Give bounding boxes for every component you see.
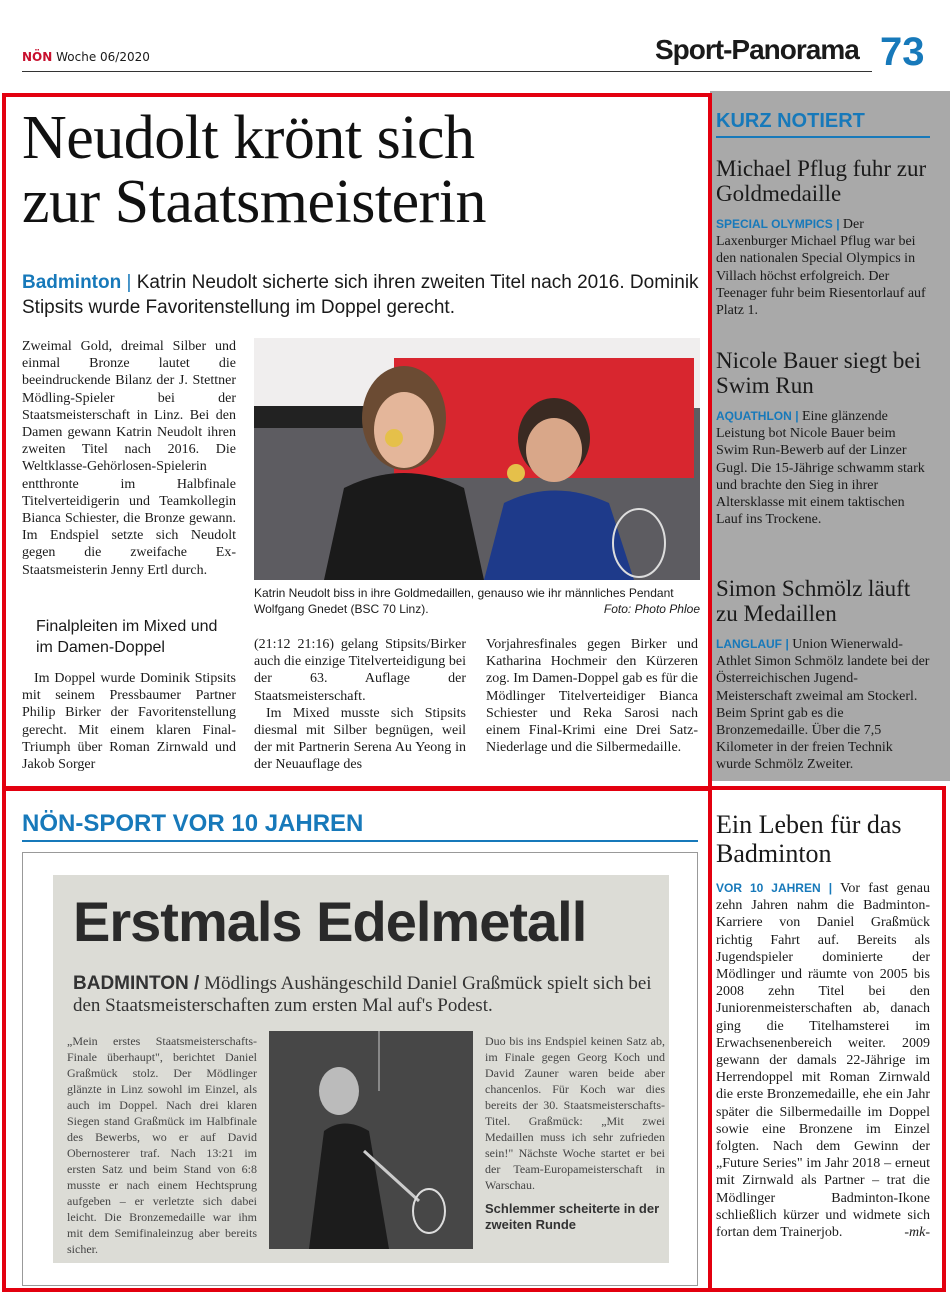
brief-3-title: Simon Schmölz läuft zu Medaillen [716,576,911,626]
section-title: Sport-Panorama [655,34,859,65]
clipping-column-1: „Mein erstes Staatsmeisterschafts-Finale überhaupt", berichtet Daniel Graßmück stolz. Der Mödlinger glänzte in Linz sowohl im Einzel, als auch im Doppel. Nach drei klaren Siegen stand Graßmück im Halbfinale des Bewerbs, wo er auf David Obernosterer traf. Nach 13:21 im ersten Satz und beim Stand von 6:8 musste er nach einem Hechtsprung aufgeben – er verletzte sich dabei leicht. Die Bronzemedaille war ihm mit dem Semifinaleinzug aber bereits sicher. [67,1034,257,1256]
portrait-tag: VOR 10 JAHREN [716,881,821,895]
brief-1-tag: SPECIAL OLYMPICS [716,217,833,231]
issue-label: Woche 06/2020 [56,50,150,64]
portrait-text: Vor fast genau zehn Jahren nahm die Badminton-Karriere von Daniel Graßmück richtig Fahrt auf. Bereits als Jugendspieler dominierte der Mödlinger und räumte von 2005 bis 2008 zehn Titel bei den Juniorenmeisterschaften ab, danach ging die Titelhamsterei im Erwachsenenbereich weiter. 2009 gewann der damals 22-Jährige im Herrendoppel mit Roman Zirnwald die erste Bronzemedaille, ehe ein Jahr später die Silbermedaille im Doppel sowie eine Bronzene im Einzel folgten. Nach dem Gewinn der „Future Series" im Jahr 2018 – erneut mit Zirnwald als Partner – trat die Mödlinger Badminton-Ikone schließlich kürzer und widmete sich fortan dem Trainerjob. [716,881,930,1241]
brand-logo: NÖN [22,50,53,64]
clipping-subhead: Schlemmer scheiterte in der zweiten Runde [485,1201,660,1232]
clipping-kicker: BADMINTON / [73,973,200,994]
article-lead: Badminton | Katrin Neudolt sicherte sich ihren zweiten Titel nach 2016. Dominik Stipsits wurde Favoritenstellung im Doppel gerecht. [22,272,699,318]
column-2-paragraph-1: (21:12 21:16) gelang Stipsits/Birker auch die einzige Titelverteidigung bei der 63. Auflage der Staatsmeisterschaft. [254,637,466,704]
lead-text: Katrin Neudolt sicherte sich ihren zweiten Titel nach 2016. Dominik Stipsits wurde Favoritenstellung im Doppel gerecht. [22,272,699,318]
headline-line-1: Neudolt krönt sich [22,104,475,172]
brief-2-tag: AQUATHLON [716,409,792,423]
brief-3-text: Union Wienerwald-Athlet Simon Schmölz landete bei der Österreichischen Jugend-Meisterschaft zweimal am Stockerl. Beim Sprint gab es die Bronzemedaille. Über die 7,5 Kilometer in der freien Technik wurde Schmölz Zweiter. [716,637,930,773]
brief-3-tag: LANGLAUF [716,637,782,651]
brief-1-body: SPECIAL OLYMPICS | Der Laxenburger Michael Pflug war bei den nationalen Special Olympics in Villach höchst erfolgreich. Der Teenager fuhr beim Riesentorlauf auf Platz 1. [716,217,926,319]
sidebar-label: KURZ NOTIERT [716,110,865,132]
masthead [22,50,150,64]
header-rule [22,71,872,72]
headline-line-2: zur Staatsmeisterin [22,168,486,236]
photo-credit: Foto: Photo Phloe [603,602,700,616]
brief-2-text: Eine glänzende Leistung bot Nicole Bauer beim Swim Run-Bewerb auf der Linzer Gugl. Die 15-Jährige schwamm stark und brachte den Sieg in ihrer Altersklasse mit einem taktischen Lauf ins Trockene. [716,409,925,528]
brief-1-title: Michael Pflug fuhr zur Goldmedaille [716,156,927,206]
sidebar-rule [716,136,930,138]
lead-kicker: Badminton [22,272,122,293]
archive-section-title: NÖN-SPORT VOR 10 JAHREN [22,810,364,837]
clipping-column-2: Duo bis ins Endspiel keinen Satz ab, im Finale gegen Georg Koch und David Zauner waren beide aber chancenlos. Für Koch war dies bereits der 30. Staatsmeisterschafts-Titel. Graßmück: „Mit zwei Medaillen muss ich sehr zufrieden sein!" Nächste Woche startet er bei der Team-Europameisterschaft in Warschau. [485,1034,665,1192]
caption-text: Katrin Neudolt biss in ihre Goldmedaillen, genauso wie ihr männliches Pendant Wolfgang Gnedet (BSC 70 Linz). [254,586,674,616]
page-number: 73 [880,30,925,74]
article-column-1: Zweimal Gold, dreimal Silber und einmal Bronze lautet die beeindruckende Bilanz der J. Stettner Mödling-Spieler bei der Staatsmeisterschaft in Linz. Bei den Damen gewann Katrin Neudolt ihren zweiten Titel nach 2016. Die Weltklasse-Gehörlosen-Spielerin entthronte im Halbfinale Titelverteidigerin und Teamkollegin Bianca Schiester, die Bronze gewann. Im Endspiel setzte sich Neudolt gegen die zweifache Ex-Staatsmeisterin Jenny Ertl durch. [22,339,236,578]
brief-2-title: Nicole Bauer siegt bei Swim Run [716,348,922,398]
brief-3-body: LANGLAUF | Union Wienerwald-Athlet Simon Schmölz landete bei der Österreichischen Jugend-Meisterschaft zweimal am Stockerl. Beim Sprint gab es die Bronzemedaille. Über die 7,5 Kilometer in der freien Technik wurde Schmölz Zweiter. [716,637,930,773]
brief-1-text: Der Laxenburger Michael Pflug war bei den nationalen Special Olympics in Villach höchst erfolgreich. Der Teenager fuhr beim Riesentorlauf auf Platz 1. [716,217,926,319]
article-column-3: Vorjahresfinales gegen Birker und Katharina Hochmeir den Kürzeren zog. Im Damen-Doppel gab es für die Mödlinger Titelverteidiger Bianca Schiester und Reka Sarosi nach einem Final-Krimi eine Drei Satz-Niederlage und die Silbermedaille. [486,637,698,756]
highlight-frame-main [2,93,712,791]
article-column-1-continued: Im Doppel wurde Dominik Stipsits mit seinem Pressbaumer Partner Philip Birker der Favoritenstellung gerecht. Mit einem klaren Final-Triumph über Roman Zirnwald und Jakob Sorger [22,671,236,773]
portrait-title: Ein Leben für das Badminton [716,810,902,868]
article-subhead: Finalpleiten im Mixed und im Damen-Doppel [36,618,218,656]
highlight-frame-portrait [708,786,946,1292]
author-sign: -mk- [904,1225,930,1241]
clipping-headline: Erstmals Edelmetall [73,890,587,953]
clipping-lead-text: Mödlings Aushängeschild Daniel Graßmück spielt sich bei den Staatsmeisterschaften zum ersten Mal auf's Podest. [73,973,652,1016]
highlight-frame-main-right [708,93,712,791]
highlight-frame-archive [2,786,712,1292]
column-2-paragraph-2: Im Mixed musste sich Stipsits diesmal mit Silber begnügen, weil der mit Partnerin Serena Au Yeong in der Neuauflage des [254,705,466,773]
brief-2-body: AQUATHLON | Eine glänzende Leistung bot Nicole Bauer beim Swim Run-Bewerb auf der Linzer Gugl. Die 15-Jährige schwamm stark und brachte den Sieg in ihrer Altersklasse mit einem taktischen Lauf ins Trockene. [716,409,925,528]
portrait-body: VOR 10 JAHREN | Vor fast genau zehn Jahren nahm die Badminton-Karriere von Daniel Graßmück richtig Fahrt auf. Bereits als Jugendspieler dominierte der Mödlinger und räumte von 2005 bis 2008 zehn Titel bei den Juniorenmeisterschaften ab, danach ging die Titelhamsterei im Erwachsenenbereich weiter. 2009 gewann der damals 22-Jährige im Herrendoppel mit Roman Zirnwald die erste Bronzemedaille, ehe ein Jahr später die Silbermedaille im Doppel sowie eine Bronzene im Einzel folgten. Nach dem Gewinn der „Future Series" im Jahr 2018 – erneut mit Zirnwald als Partner – trat die Mödlinger Badminton-Ikone schließlich kürzer und widmete sich fortan dem Trainerjob. -mk- [716,881,930,1241]
